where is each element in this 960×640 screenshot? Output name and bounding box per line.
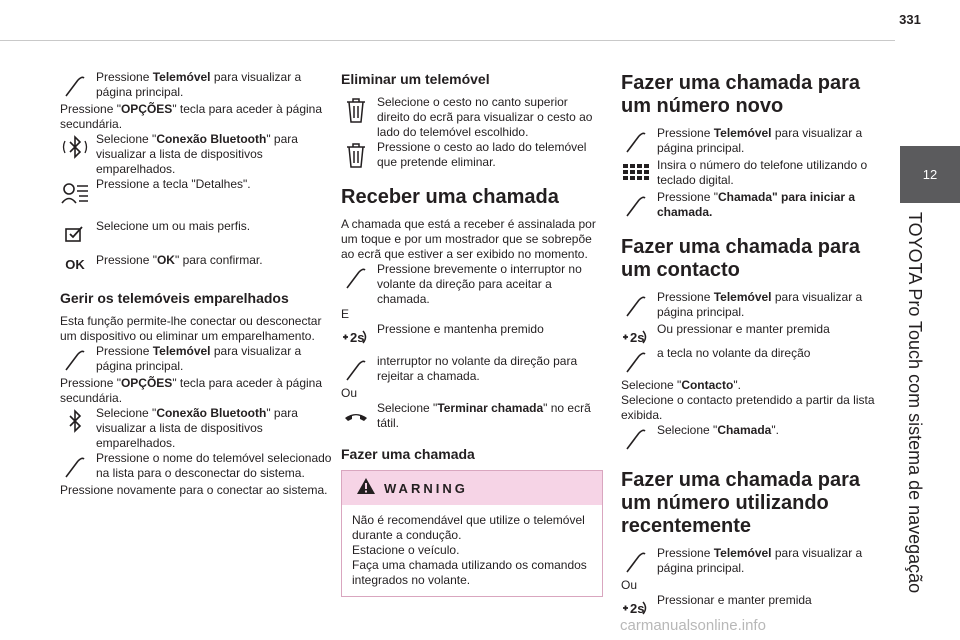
step-reject xyxy=(341,354,603,386)
finger-touch-icon xyxy=(341,354,371,384)
step-text xyxy=(60,406,335,451)
step-open-phone xyxy=(621,126,881,158)
section-heading: Fazer uma chamada para um número novo xyxy=(621,72,860,117)
conjunction-text: Ou xyxy=(621,578,638,592)
text-bold: Terminar chamada xyxy=(437,401,544,415)
step-text xyxy=(621,378,881,393)
text-bold: Telemóvel xyxy=(152,344,211,358)
intro-text: Esta função permite-lhe conectar ou desconectar um dispositivo ou eliminar um emparelhamento. xyxy=(60,314,322,343)
steering-switch-icon xyxy=(341,322,371,352)
column-3 xyxy=(621,70,881,617)
text: " no ecrã tátil. xyxy=(377,401,591,430)
step-text xyxy=(60,344,335,374)
text: Pressione xyxy=(96,344,153,358)
svg-text:2s: 2s xyxy=(630,601,645,616)
bluetooth-icon xyxy=(60,132,90,162)
step-text xyxy=(60,253,335,268)
text-bold: Telemóvel xyxy=(152,70,211,84)
step-text xyxy=(621,290,881,320)
step-select-call xyxy=(621,423,881,455)
text: ". xyxy=(733,378,741,392)
step-bluetooth xyxy=(60,132,335,177)
text-bold: OK xyxy=(156,253,175,267)
text: Selecione " xyxy=(377,401,438,415)
chapter-tab[interactable]: 12 xyxy=(900,146,960,203)
step-hold-switch xyxy=(621,322,881,346)
conjunction-text: Ou xyxy=(341,386,358,400)
step-text: interruptor no volante da direção para rejeitar a chamada. xyxy=(377,354,578,383)
text-bold: Telemóvel xyxy=(713,290,772,304)
step-text: Pressione o nome do telemóvel selecionado na lista para o desconectar do sistema. xyxy=(96,451,332,480)
step-open-phone xyxy=(60,70,335,102)
text: Pressione " xyxy=(657,190,718,204)
text: " para visualizar a lista de dispositivos emparelhados. xyxy=(96,132,298,176)
page-number: 331 xyxy=(899,12,921,27)
step-text: Selecione o cesto no canto superior direito do ecrã para visualizar o cesto ao lado do telemóvel escolhido. xyxy=(377,95,593,139)
step-text: a tecla no volante da direção xyxy=(657,346,811,360)
text: Pressione xyxy=(96,70,153,84)
text-bold: Telemóvel xyxy=(713,546,772,560)
text: ". xyxy=(771,423,779,437)
text: Selecione " xyxy=(96,406,157,420)
conjunction-text: E xyxy=(341,307,350,321)
step-end-call xyxy=(341,401,603,433)
step-text: Pressione novamente para o conectar ao sistema. xyxy=(60,483,328,497)
step-text xyxy=(60,70,335,100)
step-text: Ou pressionar e manter premida xyxy=(657,322,830,336)
finger-touch-icon xyxy=(60,344,90,374)
step-ok xyxy=(60,253,335,277)
header-divider xyxy=(0,40,895,41)
text-bold: Chamada xyxy=(717,423,772,437)
text: Pressione " xyxy=(60,376,121,390)
step-bluetooth-2 xyxy=(60,406,335,451)
finger-touch-icon xyxy=(60,70,90,100)
finger-touch-icon xyxy=(621,546,651,576)
step-text: Selecione um ou mais perfis. xyxy=(96,219,251,233)
text: Pressione xyxy=(657,126,714,140)
step-text: Pressione o cesto ao lado do telemóvel que pretende eliminar. xyxy=(377,140,587,169)
section-heading: Receber uma chamada xyxy=(341,186,559,208)
text: para visualizar a página principal. xyxy=(657,290,863,319)
svg-text:2s: 2s xyxy=(350,330,365,345)
text-bold: OPÇÕES xyxy=(120,102,173,116)
text: Selecione " xyxy=(621,378,682,392)
step-text: Pressionar e manter premida xyxy=(657,593,812,607)
footer-watermark: carmanualsonline.info xyxy=(620,617,766,634)
step-text xyxy=(621,126,881,156)
finger-touch-icon xyxy=(621,290,651,320)
step-trash-delete xyxy=(341,140,603,172)
warning-body xyxy=(342,505,602,596)
text: Selecione " xyxy=(657,423,718,437)
step-text xyxy=(621,423,881,438)
step-text: Insira o número do telefone utilizando o teclado digital. xyxy=(657,158,868,187)
text: Pressione " xyxy=(60,102,121,116)
text-bold: Conexão Bluetooth xyxy=(156,132,267,146)
column-2 xyxy=(341,70,603,597)
step-hold-2 xyxy=(621,593,881,617)
column-1 xyxy=(60,70,335,498)
text: " tecla para aceder à página secundária. xyxy=(60,102,323,131)
details-list-icon xyxy=(60,177,90,207)
side-title xyxy=(898,212,932,592)
text: Pressione xyxy=(657,290,714,304)
finger-touch-icon xyxy=(341,262,371,292)
text: " tecla para aceder à página secundária. xyxy=(60,376,323,405)
steering-switch-icon xyxy=(621,593,651,615)
finger-touch-icon xyxy=(621,423,651,453)
finger-touch-icon xyxy=(621,346,651,376)
warning-box xyxy=(341,470,603,597)
step-keypad xyxy=(621,158,881,190)
section-heading: Fazer uma chamada para um número utilizando recentemente xyxy=(621,469,860,537)
step-open-phone-2 xyxy=(621,290,881,322)
step-open-phone-3 xyxy=(621,546,881,578)
text: " para confirmar. xyxy=(174,253,263,267)
warning-label: WARNING xyxy=(384,480,468,496)
step-disconnect xyxy=(60,451,335,483)
ok-icon: OK xyxy=(65,256,85,272)
keypad-icon xyxy=(621,158,651,188)
step-details xyxy=(60,177,335,209)
step-text: Pressione brevemente o interruptor no volante da direção para aceitar a chamada. xyxy=(377,262,582,306)
text-bold: Telemóvel xyxy=(713,126,772,140)
step-open-phone-2 xyxy=(60,344,335,376)
hang-up-icon xyxy=(341,401,371,431)
warning-header xyxy=(342,471,602,505)
text: para visualizar a página principal. xyxy=(96,70,302,99)
step-profiles xyxy=(60,219,335,243)
text: Selecione " xyxy=(96,132,157,146)
text: Pressione xyxy=(657,546,714,560)
step-trash-select xyxy=(341,95,603,140)
text-bold: OPÇÕES xyxy=(120,376,173,390)
text: Pressione " xyxy=(96,253,157,267)
trash-icon xyxy=(341,140,371,170)
step-accept xyxy=(341,262,603,307)
finger-touch-icon xyxy=(621,190,651,220)
step-text xyxy=(621,190,881,220)
text: para visualizar a página principal. xyxy=(657,126,863,155)
step-text xyxy=(60,376,335,406)
text-bold: Conexão Bluetooth xyxy=(156,406,267,420)
section-heading: Gerir os telemóveis emparelhados xyxy=(60,290,289,306)
text: " para visualizar a lista de dispositivos emparelhados. xyxy=(96,406,298,450)
step-text xyxy=(341,401,603,431)
bluetooth-icon xyxy=(60,406,90,436)
step-call xyxy=(621,190,881,222)
step-text: Pressione e mantenha premido xyxy=(377,322,544,336)
warning-line: Não é recomendável que utilize o telemóvel durante a condução. xyxy=(352,513,585,542)
finger-touch-icon xyxy=(621,126,651,156)
step-hold xyxy=(341,322,603,354)
step-text xyxy=(621,546,881,576)
step-text xyxy=(60,132,335,177)
warning-line: Faça uma chamada utilizando os comandos integrados no volante. xyxy=(352,558,587,587)
text: para visualizar a página principal. xyxy=(657,546,863,575)
checkbox-edit-icon xyxy=(60,219,90,241)
side-title-text: TOYOTA Pro Touch com sistema de navegação xyxy=(905,212,925,594)
svg-text:2s: 2s xyxy=(630,330,645,345)
warning-line: Estacione o veículo. xyxy=(352,543,460,557)
intro-text: A chamada que está a receber é assinalada por um toque e por um mostrador que se sobrepõe ao ecrã que estiver a ser exibido no momento. xyxy=(341,217,596,261)
text: para visualizar a página principal. xyxy=(96,344,302,373)
step-text: Pressione a tecla "Detalhes". xyxy=(96,177,251,191)
section-heading: Eliminar um telemóvel xyxy=(341,71,490,87)
finger-touch-icon xyxy=(60,451,90,481)
steering-switch-icon xyxy=(621,322,651,344)
step-text: Selecione o contacto pretendido a partir da lista exibida. xyxy=(621,393,875,422)
trash-icon xyxy=(341,95,371,125)
section-heading: Fazer uma chamada para um contacto xyxy=(621,236,860,281)
step-text xyxy=(60,102,335,132)
text-bold: Chamada" para iniciar a chamada. xyxy=(657,190,856,219)
step-switch xyxy=(621,346,881,378)
warning-triangle-icon xyxy=(356,477,376,499)
text-bold: Contacto xyxy=(681,378,734,392)
section-heading: Fazer uma chamada xyxy=(341,446,475,462)
